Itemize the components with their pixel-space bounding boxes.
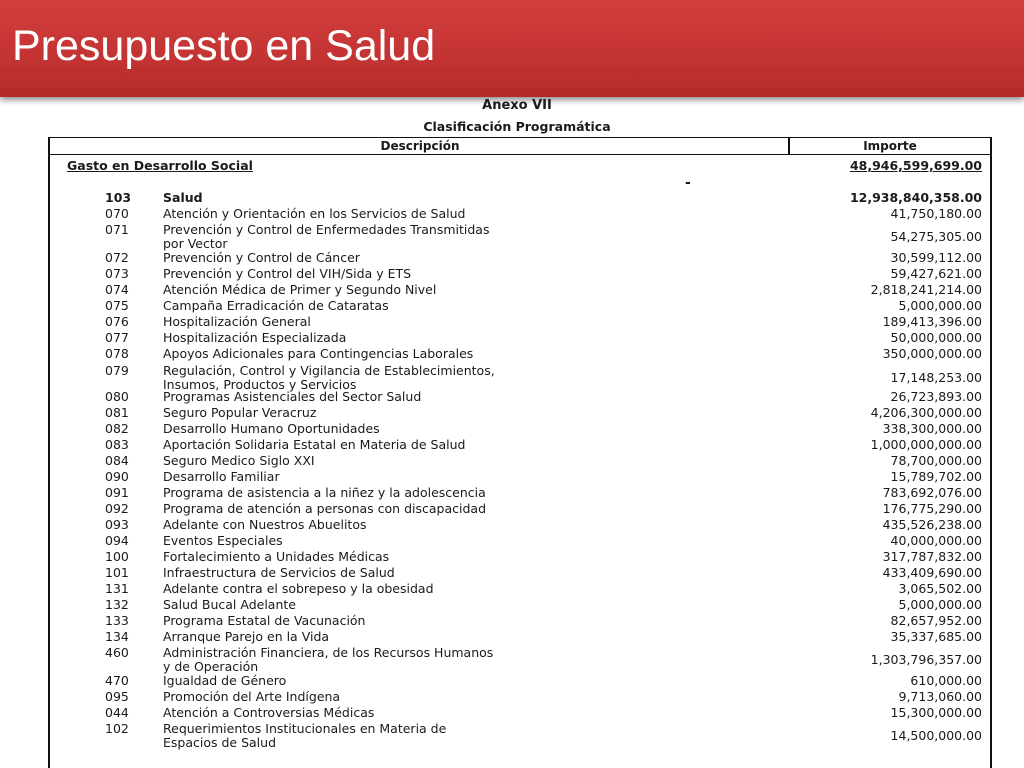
program-amount: 176,775,290.00 — [882, 501, 982, 516]
program-code: 132 — [105, 597, 129, 612]
program-description — [163, 598, 683, 612]
program-code: 095 — [105, 689, 129, 704]
program-description — [163, 646, 683, 674]
program-amount: 9,713,060.00 — [898, 689, 982, 704]
program-description — [163, 191, 683, 205]
program-description — [163, 534, 683, 548]
program-description — [163, 582, 683, 596]
description-line: Programa Estatal de Vacunación — [163, 613, 366, 628]
program-description — [163, 267, 683, 281]
program-amount: 610,000.00 — [910, 673, 982, 688]
program-amount: 78,700,000.00 — [890, 453, 982, 468]
program-code: 103 — [105, 190, 132, 205]
program-description — [163, 566, 683, 580]
program-description — [163, 422, 683, 436]
description-line-2: Insumos, Productos y Servicios — [163, 377, 357, 392]
program-code: 094 — [105, 533, 129, 548]
program-description — [163, 315, 683, 329]
program-amount: 338,300,000.00 — [882, 421, 982, 436]
description-line: Aportación Solidaria Estatal en Materia de Salud — [163, 437, 466, 452]
description-line: Desarrollo Humano Oportunidades — [163, 421, 380, 436]
program-amount: 26,723,893.00 — [890, 389, 982, 404]
program-code: 072 — [105, 250, 129, 265]
description-line: Salud Bucal Adelante — [163, 597, 296, 612]
dash-mark: - — [685, 175, 691, 191]
description-line: Infraestructura de Servicios de Salud — [163, 565, 395, 580]
program-description — [163, 299, 683, 313]
program-amount: 3,065,502.00 — [898, 581, 982, 596]
program-code: 101 — [105, 565, 129, 580]
program-code: 076 — [105, 314, 129, 329]
program-code: 077 — [105, 330, 129, 345]
program-amount: 5,000,000.00 — [898, 597, 982, 612]
program-description — [163, 454, 683, 468]
description-line: Atención Médica de Primer y Segundo Nivel — [163, 282, 437, 297]
program-amount: 54,275,305.00 — [890, 229, 982, 244]
program-description — [163, 674, 683, 688]
program-code: 134 — [105, 629, 129, 644]
description-line: Salud — [163, 190, 203, 205]
anexo-heading: Anexo VII — [482, 98, 552, 113]
program-amount: 4,206,300,000.00 — [870, 405, 982, 420]
column-divider — [788, 138, 790, 155]
program-code: 073 — [105, 266, 129, 281]
budget-document — [0, 97, 1024, 768]
gasto-description: Gasto en Desarrollo Social — [67, 158, 253, 173]
program-code: 133 — [105, 613, 129, 628]
program-code: 091 — [105, 485, 129, 500]
description-line-2: Espacios de Salud — [163, 735, 277, 750]
description-line-2: por Vector — [163, 236, 228, 251]
program-description — [163, 283, 683, 297]
program-description — [163, 251, 683, 265]
program-amount: 350,000,000.00 — [882, 346, 982, 361]
program-code: 131 — [105, 581, 129, 596]
header-descripcion: Descripción — [380, 139, 460, 153]
program-code: 082 — [105, 421, 129, 436]
program-amount: 50,000,000.00 — [890, 330, 982, 345]
description-line: Hospitalización Especializada — [163, 330, 347, 345]
program-description — [163, 614, 683, 628]
program-amount: 1,303,796,357.00 — [870, 652, 982, 667]
program-code: 470 — [105, 673, 129, 688]
description-line: Programa de atención a personas con discapacidad — [163, 501, 486, 516]
description-line: Seguro Medico Siglo XXI — [163, 453, 315, 468]
program-amount: 783,692,076.00 — [882, 485, 982, 500]
description-line: Igualdad de Género — [163, 673, 287, 688]
description-line-2: y de Operación — [163, 659, 259, 674]
description-line: Prevención y Control del VIH/Sida y ETS — [163, 266, 412, 281]
program-description — [163, 390, 683, 404]
program-code: 093 — [105, 517, 129, 532]
program-code: 102 — [105, 721, 129, 736]
description-line: Fortalecimiento a Unidades Médicas — [163, 549, 390, 564]
program-code: 100 — [105, 549, 129, 564]
program-code: 090 — [105, 469, 129, 484]
program-amount: 41,750,180.00 — [890, 206, 982, 221]
program-amount: 15,300,000.00 — [890, 705, 982, 720]
program-amount: 40,000,000.00 — [890, 533, 982, 548]
description-line: Regulación, Control y Vigilancia de Establecimientos, — [163, 363, 495, 378]
program-amount: 14,500,000.00 — [890, 728, 982, 743]
table-header — [50, 138, 990, 155]
program-description — [163, 630, 683, 644]
program-description — [163, 550, 683, 564]
description-line: Desarrollo Familiar — [163, 469, 280, 484]
program-description — [163, 331, 683, 345]
program-amount: 433,409,690.00 — [882, 565, 982, 580]
program-description — [163, 470, 683, 484]
program-description — [163, 347, 683, 361]
program-description — [163, 518, 683, 532]
program-description — [163, 706, 683, 720]
program-amount: 59,427,621.00 — [890, 266, 982, 281]
slide-title: Presupuesto en Salud — [12, 22, 436, 70]
program-description — [163, 690, 683, 704]
description-line: Requerimientos Institucionales en Materia de — [163, 721, 447, 736]
description-line: Hospitalización General — [163, 314, 311, 329]
description-line: Administración Financiera, de los Recursos Humanos — [163, 645, 494, 660]
program-code: 079 — [105, 363, 129, 378]
program-description — [163, 223, 683, 251]
program-code: 081 — [105, 405, 129, 420]
program-description — [163, 364, 683, 392]
program-amount: 12,938,840,358.00 — [849, 190, 982, 205]
description-line: Atención a Controversias Médicas — [163, 705, 375, 720]
program-code: 080 — [105, 389, 129, 404]
description-line: Eventos Especiales — [163, 533, 283, 548]
program-description — [163, 486, 683, 500]
description-line: Programas Asistenciales del Sector Salud — [163, 389, 422, 404]
program-code: 071 — [105, 222, 129, 237]
description-line: Arranque Parejo en la Vida — [163, 629, 330, 644]
description-line: Atención y Orientación en los Servicios de Salud — [163, 206, 466, 221]
program-amount: 15,789,702.00 — [890, 469, 982, 484]
description-line: Campaña Erradicación de Cataratas — [163, 298, 389, 313]
program-amount: 30,599,112.00 — [890, 250, 982, 265]
description-line: Apoyos Adicionales para Contingencias Laborales — [163, 346, 474, 361]
program-amount: 5,000,000.00 — [898, 298, 982, 313]
program-amount: 82,657,952.00 — [890, 613, 982, 628]
description-line: Prevención y Control de Cáncer — [163, 250, 360, 265]
description-line: Seguro Popular Veracruz — [163, 405, 317, 420]
classification-heading: Clasificación Programática — [423, 119, 611, 134]
program-code: 083 — [105, 437, 129, 452]
description-line: Adelante contra el sobrepeso y la obesidad — [163, 581, 434, 596]
program-amount: 17,148,253.00 — [890, 370, 982, 385]
program-amount: 35,337,685.00 — [890, 629, 982, 644]
program-code: 075 — [105, 298, 129, 313]
description-line: Prevención y Control de Enfermedades Transmitidas — [163, 222, 490, 237]
program-code: 070 — [105, 206, 129, 221]
program-description — [163, 438, 683, 452]
budget-table — [48, 137, 992, 768]
gasto-amount: 48,946,599,699.00 — [849, 158, 982, 173]
program-description — [163, 207, 683, 221]
program-description — [163, 502, 683, 516]
program-amount: 2,818,241,214.00 — [870, 282, 982, 297]
program-code: 078 — [105, 346, 129, 361]
program-code: 084 — [105, 453, 129, 468]
description-line: Programa de asistencia a la niñez y la adolescencia — [163, 485, 486, 500]
program-code: 092 — [105, 501, 129, 516]
header-importe: Importe — [863, 139, 917, 153]
description-line: Promoción del Arte Indígena — [163, 689, 341, 704]
program-amount: 189,413,396.00 — [882, 314, 982, 329]
program-amount: 435,526,238.00 — [882, 517, 982, 532]
program-code: 074 — [105, 282, 129, 297]
program-amount: 317,787,832.00 — [882, 549, 982, 564]
slide-title-bar — [0, 0, 1024, 97]
program-code: 460 — [105, 645, 129, 660]
description-line: Adelante con Nuestros Abuelitos — [163, 517, 367, 532]
program-amount: 1,000,000,000.00 — [870, 437, 982, 452]
program-description — [163, 406, 683, 420]
program-description — [163, 722, 683, 750]
program-code: 044 — [105, 705, 129, 720]
